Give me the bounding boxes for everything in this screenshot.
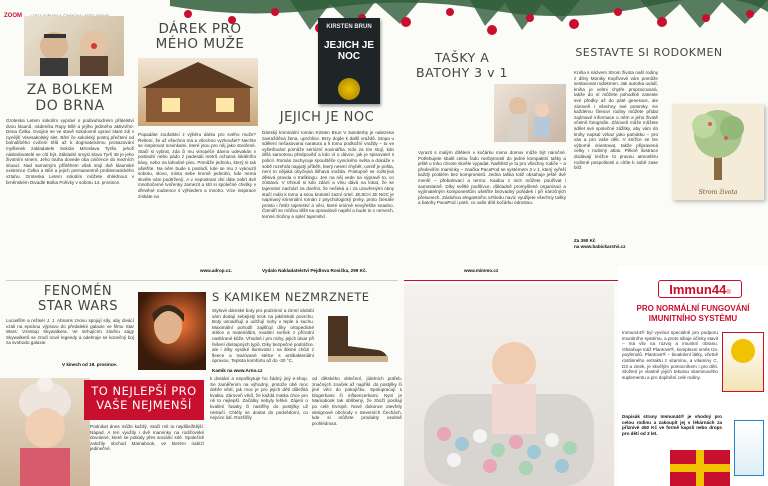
photo-mother-child bbox=[494, 84, 566, 142]
photo-clowns bbox=[24, 16, 124, 76]
photo-boots bbox=[318, 306, 394, 366]
article-nejlepsi-title: TO NEJLEPŠÍ PRO VAŠE NEJMENŠÍ bbox=[91, 384, 197, 412]
immun-logo bbox=[658, 280, 742, 298]
article-noc-price: Vydalo Nakladatelství Pejdlova Rosička, 299 Kč. bbox=[262, 268, 367, 273]
book-cover-strom-title: Strom života bbox=[698, 189, 738, 196]
article-darek-link[interactable]: www.adrop.cz. bbox=[200, 268, 232, 273]
article-starwars-title: FENOMÉN STAR WARS bbox=[37, 284, 119, 314]
book-author: KIRSTEN BRUN bbox=[326, 24, 372, 30]
book-cover-strom bbox=[672, 104, 764, 200]
article-tasky-link[interactable]: www.mimmo.cz bbox=[464, 268, 499, 273]
photo-kids bbox=[0, 378, 90, 486]
article-sestavte-title: SESTAVTE SI RODOKMEN bbox=[575, 46, 723, 59]
article-nejlepsi-body3: od dětského oblečení, jídelních potřeb, značných značek až napříkl. do postýlky či jiné věci do pokojíčku. Spolupracují s blogerkami či influencerkami. Nyní je Mamabook tak oblíbený, že zboží posílají po celé Evropě. Nové dokonce otevřely designové obchody v Severních Čechách, kde si můžete produkty osobně prohlédnout. bbox=[312, 376, 402, 426]
article-sestavte-body: Kniha s názvem Strom života naší rodiny z dílny Moniky Kopřivové vám pomůže sestavovat rodokmen. Jak autorka uvádí, kniha je velmi chytře propracovaná, takže do ní můžete pohodlně zaneste své předky až do páté generace, ale zároveň i všechny své potomky. Ke každému členovi rodiny můžete přidat zajímavé informace o něm a jeho životě včetně fotografie. Zároveň může můžete sdílet své společné zážitky, aby vám do knihy napsal vzkaz jako památku – pro vás a pro vaše děti. V knížce se lze výborně orientovat, takže připravená celky i rodinný atlas. Pěkně ilustrace dodávají knížce to pravou atmosféru rodinné pospolitosti a cítíte k sobě zase blíž. bbox=[574, 70, 658, 171]
article-nejlepsi-body2: k dostání a nepoškytuje ho žádný jiný e-shop. Se zaměřením na výhodný, protože obě moc dobře vědí, jak moc je pro jejich děti důležitá kvalita. Zároveň vědí, že každá matka chce pro ně to nejlepší. Začátky nebyly lehké. Zájem o kvalitní fusaky či nastřihy do postýlky už nestačí. Chtěly se dostat do podvědomí, co nejvíce lidí. Rozšířily bbox=[210, 376, 308, 421]
page-header bbox=[4, 4, 164, 19]
section-label: ZOOM bbox=[4, 13, 22, 19]
immun-logo-reg: ® bbox=[726, 290, 731, 296]
article-kamikem-title: S KAMIKEM NEZMRZNETE bbox=[212, 290, 370, 304]
article-bolkem-title: ZA BOLKEM DO BRNA bbox=[26, 82, 114, 114]
article-tasky-body: Vyrazit s malým dítětem v kočárku mimo domov může být náročné. Potřebujete sbalit celou řadu nezbytností do jedné kompaktní tašky a ještě u toho chcete skvěle vypadat. Naštěstí je tu pro všechny rodiče – a především maminky – značka PacaPod se systémem 3 v 1, který vyřeší každý problém bez kompromisů. Jedna taška totiž obsahuje ještě dvě menší – přebalovací a termo. Kaidou z nich můžete používat i samostatně. Díky světlé podšívce, důkladně promyšlené organizaci a vyjímatelným komponentům ušetříte bezvadný pořádek i při náročných přesunech. Zásluhou elegantního vzhledu navíc využijete všechny tašky a batohy PacaPod i poté, co vaše dítě kočárku odrostou. bbox=[418, 150, 566, 206]
immun-product-box bbox=[722, 332, 764, 392]
divider bbox=[6, 280, 398, 281]
immun-body: Immun44® byl vyvinut speciálně pro podporu imunitního systému, a proto sibuje účinky stavit – má vliv na rozvoj a imunitní obranu. Obsahuje totiž Plantovir®, komplexní směs tzv. poyfenolů. Plantovir® – bioaktivní látky, včetně rostlinného extraktu z vitamínu, a vitamíny C, D3 a zinek, je skvělým pomocníkem i pro děti. Složení je vlastně jejich tekutou vitaminového suplementu a pro doplnění celé rodiny. bbox=[622, 330, 718, 380]
article-tasky-title: TAŠKY A BATOHY 3 v 1 bbox=[416, 50, 508, 80]
photo-cabin bbox=[138, 58, 258, 126]
immun-product-small bbox=[734, 420, 764, 476]
immun-logo-text: Immun44 bbox=[669, 282, 727, 297]
article-darek-body: Popadáte zoufalství z výběru dárku pro svého muže? Řešení, že už všechno má a všechno vyzkoušel? Nechte se inspirovat novinkami, které jsou pro něj jako stvořené. Stačí si vybrat, zda či mu vinopéče dávno udevakán v poslední nebo pádo z padesáti metrů ochutná lokálního kávy, nebo na lahodné pivo. Pomůže jednotu, který si tak ušetříte. Na něm bude s poslodí, kde se mu z vykouzlí sobotu, slovo, místo sebe kromě jednoho, kde nemá skvěle vám podtržený. A v nepostraní dní dáte zabít dvě mnohočerné tvořenky zamezit a stít si společné chvilky v dřevěné roubence s výhledem a mnoho. Více inspirace získáte na bbox=[138, 132, 256, 199]
photo-ballpit bbox=[404, 284, 614, 486]
article-sestavte-link[interactable]: na www.babickarstvi.cz bbox=[574, 244, 626, 249]
immun-gift-box bbox=[670, 450, 730, 486]
article-noc-title: JEJICH JE NOC bbox=[279, 110, 375, 125]
book-cover-noc bbox=[318, 18, 380, 104]
article-nejlepsi-body: Podnikat dnes může každý. Stačí mít to nejdůležitější. Nápad. A ten využily i dvě maminky na rodičovské dovolené, které se potkaly přes sociální sítě. Společně založily obchod Mamabook, ve kterém nabízí jedinečné, bbox=[90, 424, 204, 452]
article-bolkem-body: Groteska Letem sokolím vypráví o podivuhodném přátelství dvou klaunů, nádeníka Rupy Bílé a jejího jediného aktivního-Dena Čelku. Dvojice se ve stavě sokolovně upraví staré zdi v nynější Visesakolský slet. Břeť če sokolský postoj přečtení od bolnalíbého cvičení tělů až k dogmatickému prosazování myšlenek zakladatele Sokola Miroslava Tyrše, jehož následovatelé se cítí být. Základní smysl slova Tyrš 48 je jeho životním smem. Jeho touha dovede oba cvičence do mezních situací. Nad samotným příběhem však stojí dvě klaunské existence Čelka a Bílé a jejich permanentně problematického vztahu. Groteska Letem sokolím můžete shlédnout v brněnském Divadle Bolka Polívky v sobotu 14. prosince. bbox=[6, 118, 134, 185]
article-sestavte-price: Za 390 Kč bbox=[574, 238, 596, 243]
article-starwars-body: Lucasfilm a režisér J. J. Abrams znovu spojují síly, aby divácí vzali na epickou výpravu do předaleké galaxie ve filmu Star Wars: Vzestup Skywalkera. Ve strhujícím závěru ságy Skywalkerů se zrodí nové legendy a odehraje se konečný boj za svobodu galaxie. bbox=[6, 318, 134, 346]
article-starwars-date: V kinech od 19. prosince. bbox=[62, 362, 118, 367]
immun-promo: Dopisák strany Immun44® je vhodný pro celou rodinu a zakoupit jej v lékárnách za příznivé 450 Kč ve formě kapslí nebo drops pro děti od 3 let. bbox=[622, 414, 722, 436]
photo-starwars bbox=[138, 292, 206, 370]
book-title: JEJICH JE NOC bbox=[323, 40, 375, 62]
article-darek-title: DÁREK PRO MÉHO MUŽE bbox=[155, 21, 245, 52]
article-kamikem-body: Stylové dámské boty pro podzimní a zimní období vám dodají sebejistý krok na jakémkoli povrchu. Boty usnadňují a udržují nohy v teple a suchu. Maximální pohodlí zajišťují díky ortopedické stélce a materiálům, kvalitní svršek z přírodní nasbírané kůže. Vhodné i pro nohy, jejich útvar při řešení dostupných typů. Díky bezpečné podrážce, ale i díky vysoké tlumivosti i na šikmé chůzi z fleece a tvarované stélce s antibakteriální úpravou. Teplota komfortu až do -20 °C. bbox=[212, 308, 314, 364]
article-noc-body: Dánský kriminální román Kirsten Brun V Sønderby je nalezena zavražděná žena, uprchlice. Brzy dojde k další vraždě. Stopa u sdělení nečasovaná naratura a k tomu podkožní vraždy – tu ve vyšetřování pomůže seriózní novinářka. Kdo za tím stojí, kdo dělá samotnou předpověď a kdo ví o dávce, jak je spisovatel s policií. Román zachycuje spouštěče cynického světa a dokáže v sobě rozehrát napjatý příběh, který nesmí chybět, uvnitř je pošta, není to nějaká obyčejná šilhavá vražda. Postupně se rozkrývá děsivá pravda o trafikingu. Jen na něj vede na výpravě to, co zůstává. V trhnutí si kdo zdání a vlnu dává na lokat, že se tajemství nachází za dveřmi, že nečeká a i za uzavřenými okny stačí málo k tomu a svou krutostí zazní ortel. JEJICH JE NOC je napínavý kriminální román z psychologický prvky, proto čtenáře prosto i řetěz tajemství a věci, které smírně nevyřešíte snadno. Čtenáři se můžou těšit na opravdové napětí a bude to v nervech, temné zločiny a spleť tajemství. bbox=[262, 130, 394, 219]
immun-title: PRO NORMÁLNÍ FUNGOVÁNÍ IMUNITNÍHO SYSTÉMU bbox=[636, 304, 750, 323]
article-kamikem-link[interactable]: Kamik na www.Arno.cz bbox=[212, 368, 263, 373]
